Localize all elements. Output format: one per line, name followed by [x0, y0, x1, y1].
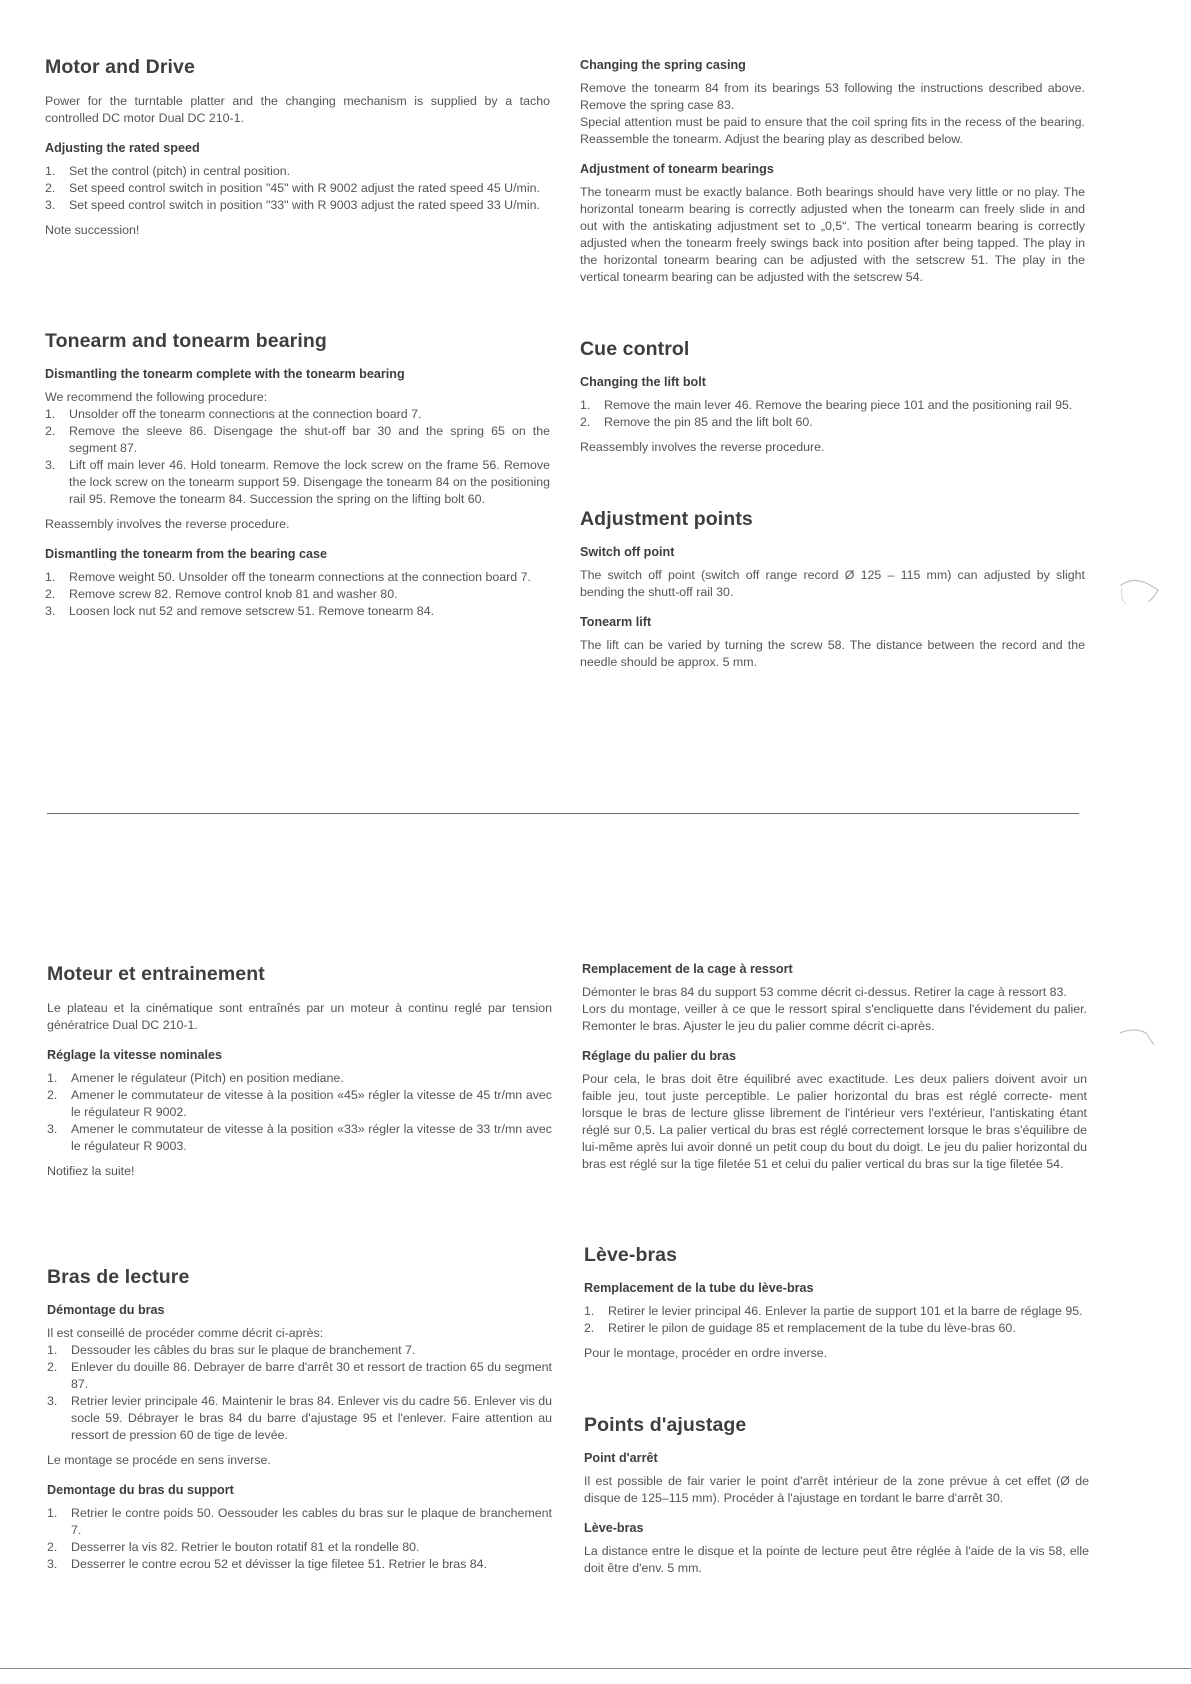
- en-tonearm-title: Tonearm and tonearm bearing: [45, 330, 327, 352]
- list-item: 2. Remove the pin 85 and the lift bolt 60.: [580, 415, 813, 429]
- en-tonearm-sub2-steps: [45, 569, 550, 620]
- fr-motor-note: Notifiez la suite!: [47, 1164, 135, 1178]
- list-item: 1. Remove weight 50. Unsolder off the tonearm connections at the connection board 7.: [45, 570, 531, 584]
- punch-hole-mark-icon: [1118, 1025, 1163, 1055]
- list-item: 3. Lift off main lever 46. Hold tonearm. Remove the lock screw on the frame 56. Remove the lock screw on the tonearm support 59. Disengage the tonearm 84 on the positioning rail 95. Remove the tonearm 84. Succession the spring on the lifting bolt 60.: [45, 458, 550, 506]
- fr-spring-section: [582, 962, 1087, 1181]
- fr-tonearm-sub1-outro: Le montage se procéde en sens inverse.: [47, 1453, 271, 1467]
- en-speed-steps: [45, 163, 550, 214]
- list-item: 3. Desserrer le contre ecrou 52 et dévisser la tige filetee 51. Retrier le bras 84.: [47, 1557, 487, 1571]
- fr-speed-steps: [47, 1070, 552, 1155]
- en-motor-intro: Power for the turntable platter and the changing mechanism is supplied by a tacho controlled DC motor Dual DC 210-1.: [45, 94, 550, 125]
- list-item: 2. Enlever du douille 86. Debrayer de barre d'arrêt 30 et ressort de traction 65 du segment 87.: [47, 1360, 552, 1391]
- scan-edge-line: [0, 1668, 1191, 1669]
- fr-adjust-sub1-text: Il est possible de fair varier le point d'arrêt intérieur de la zone prévue à cet effet (Ø de disque de 125–115 mm). Procéder à l'ajustage en tordant le barre d'arrêt 30.: [584, 1474, 1089, 1505]
- list-item: 1. Remove the main lever 46. Remove the bearing piece 101 and the positioning rail 95.: [580, 398, 1073, 412]
- en-adjust-sub1-title: Switch off point: [580, 545, 675, 559]
- list-item: 1. Amener le régulateur (Pitch) en position mediane.: [47, 1071, 344, 1085]
- list-item: 1. Dessouder les câbles du bras sur le plaque de branchement 7.: [47, 1343, 416, 1357]
- fr-bearings-title: Réglage du palier du bras: [582, 1049, 736, 1063]
- list-item: 1. Retrier le contre poids 50. Oessouder les cables du bras sur le plaque de branchement 7.: [47, 1506, 552, 1537]
- en-spring-section: [580, 58, 1085, 294]
- en-motor-section: [45, 56, 550, 247]
- fr-spring-text1: Démonter le bras 84 du support 53 comme décrit ci-dessus. Retirer la cage à ressort 83.: [582, 985, 1067, 999]
- fr-tonearm-sub1-intro: Il est conseillé de procéder comme décrit ci-après:: [47, 1326, 324, 1340]
- list-item: 3. Set speed control switch in position "33" with R 9003 adjust the rated speed 33 U/min.: [45, 198, 540, 212]
- list-item: 3. Loosen lock nut 52 and remove setscrew 51. Remove tonearm 84.: [45, 604, 435, 618]
- fr-spring-title: Remplacement de la cage à ressort: [582, 962, 793, 976]
- list-item: 2. Remove the sleeve 86. Disengage the shut-off bar 30 and the spring 65 on the segment 87.: [45, 424, 550, 455]
- fr-tonearm-sub2-steps: [47, 1505, 552, 1573]
- list-item: 1. Retirer le levier principal 46. Enlever la partie de support 101 et la barre de réglage 95.: [584, 1304, 1083, 1318]
- en-tonearm-sub1-steps: [45, 406, 550, 508]
- en-adjust-sub1-text: The switch off point (switch off range record Ø 125 – 115 mm) can adjusted by slight bending the shutt-off rail 30.: [580, 568, 1085, 599]
- en-adjust-sub2-text: The lift can be varied by turning the screw 58. The distance between the record and the needle should be approx. 5 mm.: [580, 638, 1085, 669]
- fr-cue-steps: [584, 1303, 1089, 1337]
- fr-adjust-sub1-title: Point d'arrêt: [584, 1451, 658, 1465]
- en-spring-text2: Special attention must be paid to ensure that the coil spring fits in the recess of the bearing. Reassemble the tonearm. Adjust the bearing play as described below.: [580, 115, 1085, 146]
- punch-hole-mark-icon: [1118, 572, 1163, 612]
- list-item: 2. Set speed control switch in position "45" with R 9002 adjust the rated speed 45 U/min.: [45, 181, 540, 195]
- fr-tonearm-title: Bras de lecture: [47, 1266, 190, 1288]
- en-cue-title: Cue control: [580, 338, 690, 360]
- fr-bearings-text: Pour cela, le bras doit être équilibré avec exactitude. Les deux paliers doivent avoir un faible jeu, tout juste perceptible. Le palier horizontal du bras est réglé correcte- ment lorsque le bras de lecture glisse librement de l'intérieur vers l'extérieur, l'antiskating étant réglé sur 0,5. La palier vertical du bras est réglé correctement lorsque le bras s'équilibre de lui-même après lui avoir donné un petit coup du bout du doigt. Le jeu du palier horizontal du bras est réglé sur la tige filetée 51 et celui du palier vertical du bras sur la tige filetée 54.: [582, 1072, 1087, 1171]
- en-tonearm-sub1-outro: Reassembly involves the reverse procedure.: [45, 517, 290, 531]
- list-item: 3. Amener le commutateur de vitesse à la position «33» régler la vitesse de 33 tr/mn avec le régulateur R 9003.: [47, 1122, 552, 1153]
- fr-cue-section: [584, 1244, 1089, 1370]
- fr-motor-title: Moteur et entrainement: [47, 963, 265, 985]
- list-item: 2. Desserrer la vis 82. Retrier le bouton rotatif 81 et la rondelle 80.: [47, 1540, 420, 1554]
- page-divider: [47, 813, 1079, 814]
- fr-spring-text2: Lors du montage, veiller à ce que le ressort spiral s'encliquette dans l'évidement du palier. Remonter le bras. Ajuster le jeu du palier comme décrit ci-après.: [582, 1002, 1087, 1033]
- fr-tonearm-sub1-title: Démontage du bras: [47, 1303, 165, 1317]
- fr-tonearm-sub1-steps: [47, 1342, 552, 1444]
- list-item: 2. Remove screw 82. Remove control knob 81 and washer 80.: [45, 587, 398, 601]
- en-motor-note: Note succession!: [45, 223, 140, 237]
- fr-cue-outro: Pour le montage, procéder en ordre inverse.: [584, 1346, 828, 1360]
- list-item: 2. Retirer le pilon de guidage 85 et remplacement de la tube du lève-bras 60.: [584, 1321, 1016, 1335]
- fr-motor-section: [47, 963, 552, 1188]
- en-cue-section: [580, 338, 1085, 464]
- en-tonearm-sub1-intro: We recommend the following procedure:: [45, 390, 268, 404]
- en-tonearm-section: [45, 330, 550, 628]
- fr-cue-title: Lève-bras: [584, 1244, 678, 1266]
- list-item: 3. Retrier levier principale 46. Maintenir le bras 84. Enlever vis du cadre 56. Enlever vis du socle 59. Débrayer le bras 84 du barre d'ajustage 95 et l'enlever. Faire attention au ressort de pression 60 de tige de levée.: [47, 1394, 552, 1442]
- en-bearings-title: Adjustment of tonearm bearings: [580, 162, 774, 176]
- en-adjust-title: Adjustment points: [580, 508, 753, 530]
- en-speed-title: Adjusting the rated speed: [45, 141, 200, 155]
- fr-cue-sub-title: Remplacement de la tube du lève-bras: [584, 1281, 814, 1295]
- list-item: 2. Amener le commutateur de vitesse à la position «45» régler la vitesse de 45 tr/mn avec le régulateur R 9002.: [47, 1088, 552, 1119]
- en-adjust-sub2-title: Tonearm lift: [580, 615, 652, 629]
- list-item: 1. Unsolder off the tonearm connections at the connection board 7.: [45, 407, 422, 421]
- en-spring-text1: Remove the tonearm 84 from its bearings 53 following the instructions described above. Remove the spring case 83.: [580, 81, 1085, 112]
- fr-adjust-sub2-text: La distance entre le disque et la pointe de lecture peut être réglée à l'aide de la vis 58, elle doit être d'env. 5 mm.: [584, 1544, 1089, 1575]
- list-item: 1. Set the control (pitch) in central position.: [45, 164, 291, 178]
- fr-tonearm-section: [47, 1266, 552, 1581]
- en-tonearm-sub1-title: Dismantling the tonearm complete with the tonearm bearing: [45, 367, 405, 381]
- fr-adjust-title: Points d'ajustage: [584, 1414, 747, 1436]
- fr-motor-intro: Le plateau et la cinématique sont entraînés par un moteur à continu reglé par tension génératrice Dual DC 210-1.: [47, 1001, 552, 1032]
- en-cue-outro: Reassembly involves the reverse procedure.: [580, 440, 825, 454]
- fr-speed-title: Réglage la vitesse nominales: [47, 1048, 222, 1062]
- fr-adjust-sub2-title: Lève-bras: [584, 1521, 644, 1535]
- en-bearings-text: The tonearm must be exactly balance. Both bearings should have very little or no play. The horizontal tonearm bearing is correctly adjusted when the tonearm can freely slide in and out with the antiskating adjustment set to „0,5“. The vertical tonearm bearing is correctly adjusted when the tonearm freely swings back into position after being tapped. The play in the horizontal tonearm bearing can be adjusted with the setscrew 51. The play in the vertical tonearm bearing can be adjusted with the setscrew 54.: [580, 185, 1085, 284]
- en-tonearm-sub2-title: Dismantling the tonearm from the bearing case: [45, 547, 328, 561]
- fr-adjust-section: [584, 1414, 1089, 1585]
- en-cue-steps: [580, 397, 1085, 431]
- en-cue-sub-title: Changing the lift bolt: [580, 375, 706, 389]
- en-adjust-section: [580, 508, 1085, 679]
- fr-tonearm-sub2-title: Demontage du bras du support: [47, 1483, 234, 1497]
- en-spring-title: Changing the spring casing: [580, 58, 746, 72]
- en-motor-title: Motor and Drive: [45, 56, 195, 78]
